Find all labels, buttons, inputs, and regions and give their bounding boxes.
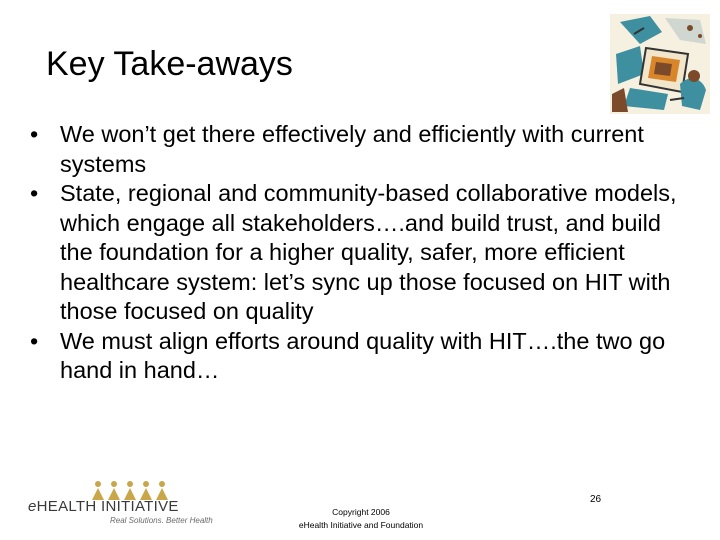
logo-wordmark — [28, 498, 179, 516]
page-number: 26 — [590, 494, 602, 505]
bullet-text: We must align efforts around quality with HIT….the two go hand in hand… — [60, 327, 666, 383]
logo-tagline: Real Solutions. Better Health — [110, 516, 213, 525]
bullet-item — [24, 179, 696, 327]
logo-wordmark-rest: HEALTH INITIATIVE — [36, 498, 179, 515]
bullet-item — [24, 327, 696, 386]
bullet-marker: • — [30, 121, 39, 147]
copyright-line-1: Copyright 2006 — [332, 507, 390, 517]
bullet-text: State, regional and community-based collaborative models, which engage all stakeholders….and build trust, and build the foundation for a higher quality, safer, more efficient healthcare system: let’s sync up those focused on HIT with those focused on quality — [60, 180, 677, 324]
bullet-marker: • — [30, 327, 39, 354]
bullet-item — [24, 120, 696, 179]
bullet-list — [24, 120, 696, 386]
copyright-line-2: eHealth Initiative and Foundation — [298, 520, 424, 530]
footer-copyright — [286, 506, 436, 532]
bullet-text: We won’t get there effectively and efficiently with current systems — [60, 121, 644, 177]
bullet-marker: • — [30, 180, 39, 206]
logo-wordmark-prefix: e — [28, 498, 37, 515]
slide-title: Key Take-aways — [46, 45, 293, 83]
ehealth-initiative-logo — [26, 478, 226, 530]
computer-worker-clipart-icon — [610, 14, 710, 114]
